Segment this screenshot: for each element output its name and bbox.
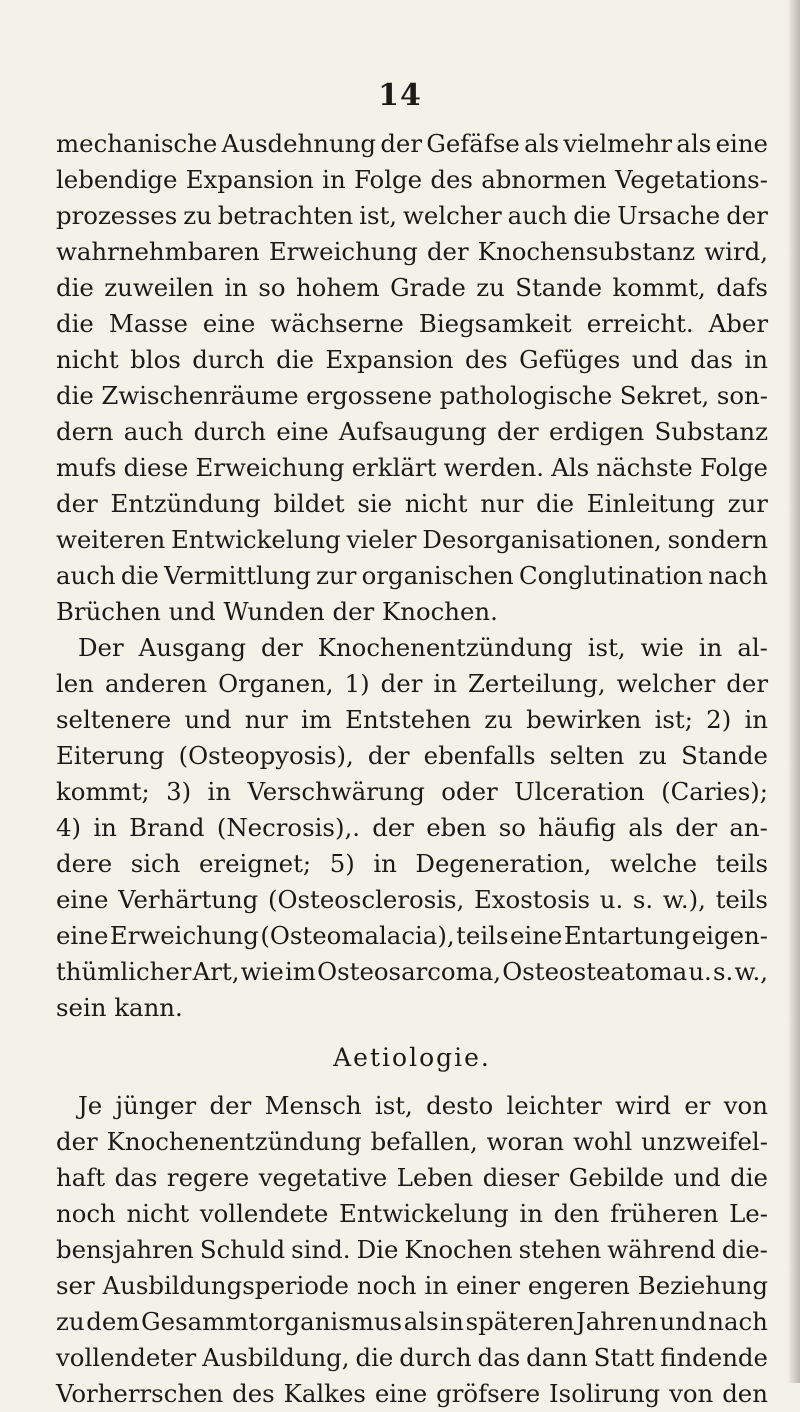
text-line: Vorherrschen des Kalkes eine gröfsere Isolirung von den xyxy=(56,1379,768,1408)
text-line: der Knochenentzündung befallen, woran wohl unzweifel- xyxy=(56,1127,768,1156)
text-line: wahrnehmbaren Erweichung der Knochensubstanz wird, xyxy=(56,237,768,266)
text-line: Je jünger der Mensch ist, desto leichter wird er von xyxy=(78,1091,768,1120)
text-line: mechanische Ausdehnung der Gefäfse als vielmehr als eine xyxy=(56,129,768,158)
text-line: dere sich ereignet; 5) in Degeneration, welche teils xyxy=(56,849,768,878)
body-text xyxy=(56,126,768,1412)
text-line: die zuweilen in so hohem Grade zu Stande kommt, dafs xyxy=(56,273,768,302)
text-line: die Masse eine wächserne Biegsamkeit erreicht. Aber xyxy=(56,309,768,338)
text-line: vollendeter Ausbildung, die durch das dann Statt findende xyxy=(56,1343,768,1372)
text-line: weiteren Entwickelung vieler Desorganisationen, sondern xyxy=(56,525,768,554)
paragraph-2 xyxy=(56,630,768,1026)
text-line: Brüchen und Wunden der Knochen. xyxy=(56,597,498,626)
text-line: haft das regere vegetative Leben dieser Gebilde und die xyxy=(56,1163,768,1192)
text-line: 4) in Brand (Necrosis),. der eben so häufig als der an- xyxy=(56,813,768,842)
text-line: kommt; 3) in Verschwärung oder Ulceration (Caries); xyxy=(56,777,768,806)
text-line: len anderen Organen, 1) der in Zerteilung, welcher der xyxy=(56,669,768,698)
text-line: dern auch durch eine Aufsaugung der erdigen Substanz xyxy=(56,417,768,446)
text-line: prozesses zu betrachten ist, welcher auch die Ursache der xyxy=(56,201,768,230)
page-number: 14 xyxy=(378,78,422,113)
text-line: thümlicher Art, wie im Osteosarcoma, Osteosteatoma u. s. w., xyxy=(56,957,768,986)
text-line: nicht blos durch die Expansion des Gefüges und das in xyxy=(56,345,768,374)
text-line: auch die Vermittlung zur organischen Conglutination nach xyxy=(56,561,768,590)
text-line: Der Ausgang der Knochenentzündung ist, wie in al- xyxy=(78,633,768,662)
paragraph-1 xyxy=(56,126,768,630)
text-line: mufs diese Erweichung erklärt werden. Als nächste Folge xyxy=(56,453,768,482)
text-line: eine Erweichung (Osteomalacia), teils eine Entartung eigen- xyxy=(56,921,768,950)
text-line: Eiterung (Osteopyosis), der ebenfalls selten zu Stande xyxy=(56,741,768,770)
paragraph-3 xyxy=(56,1088,768,1412)
text-line: ser Ausbildungsperiode noch in einer engeren Beziehung xyxy=(56,1271,768,1300)
text-line: sein kann. xyxy=(56,993,183,1022)
text-line: die Zwischenräume ergossene pathologische Sekret, son- xyxy=(56,381,768,410)
text-line: lebendige Expansion in Folge des abnormen Vegetations- xyxy=(56,165,768,194)
page-edge-shadow xyxy=(788,0,800,1383)
text-line: der Entzündung bildet sie nicht nur die Einleitung zur xyxy=(56,489,768,518)
text-line: bensjahren Schuld sind. Die Knochen stehen während die- xyxy=(56,1235,768,1264)
text-line: seltenere und nur im Entstehen zu bewirken ist; 2) in xyxy=(56,705,768,734)
text-line: noch nicht vollendete Entwickelung in den früheren Le- xyxy=(56,1199,768,1228)
section-heading: Aetiologie. xyxy=(333,1043,491,1072)
text-line: zu dem Gesammtorganismus als in späteren Jahren und nach xyxy=(56,1307,768,1336)
text-line: eine Verhärtung (Osteosclerosis, Exostosis u. s. w.), teils xyxy=(56,885,768,914)
